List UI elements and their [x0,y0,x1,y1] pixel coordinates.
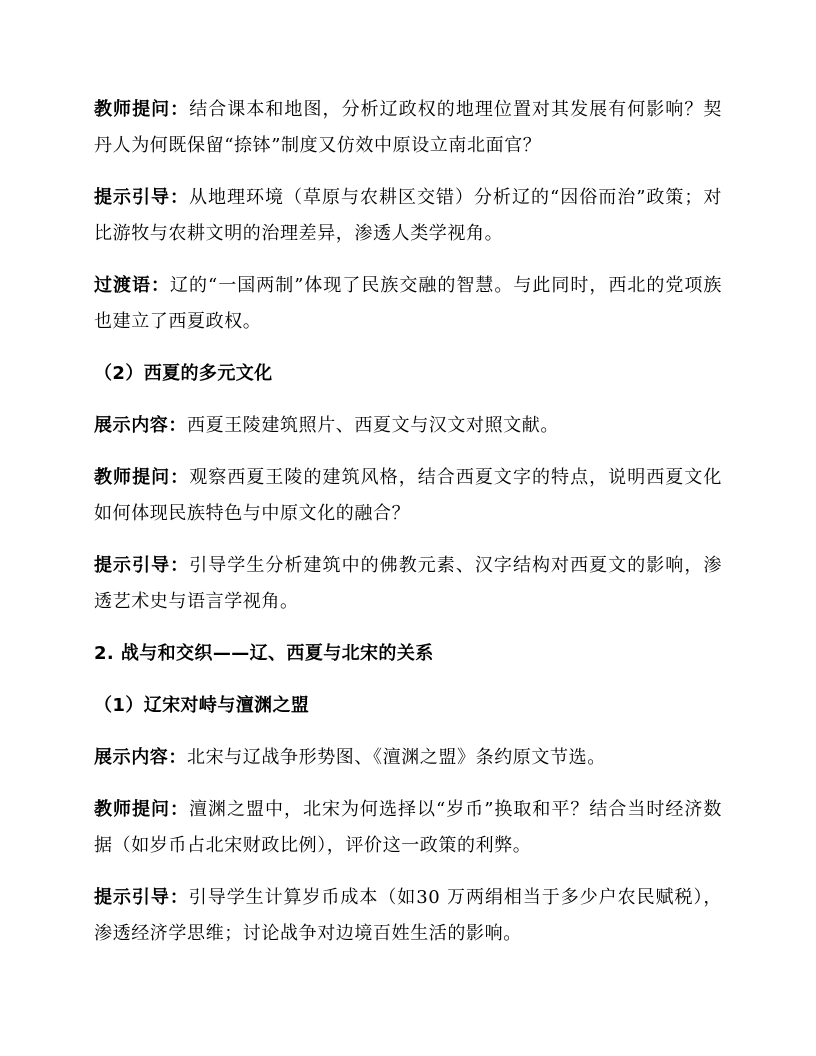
paragraph-label: 过渡语： [94,275,170,296]
hint-guide-paragraph [94,548,722,620]
paragraph-text: 引导学生计算岁币成本（如30 万两绢相当于多少户农民赋税），渗透经济学思维；讨论战争对边境百姓生活的影响。 [94,887,723,944]
paragraph-text: 结合课本和地图，分析辽政权的地理位置对其发展有何影响？契丹人为何既保留“捺钵”制度又仿效中原设立南北面官？ [94,99,722,156]
paragraph-text: 澶渊之盟中，北宋为何选择以“岁币”换取和平？结合当时经济数据（如岁币占北宋财政比例），评价这一政策的利弊。 [94,799,722,856]
paragraph-text: 引导学生分析建筑中的佛教元素、汉字结构对西夏文的影响，渗透艺术史与语言学视角。 [94,555,722,612]
paragraph-text: 从地理环境（草原与农耕区交错）分析辽的“因俗而治”政策；对比游牧与农耕文明的治理差异，渗透人类学视角。 [94,187,722,244]
paragraph-label: 提示引导： [94,555,190,576]
document-page [94,92,722,968]
paragraph-label: 提示引导： [94,887,189,908]
subheading-chanyuan-treaty: （1）辽宋对峙与澶渊之盟 [94,695,310,716]
paragraph-text: 观察西夏王陵的建筑风格，结合西夏文字的特点，说明西夏文化如何体现民族特色与中原文化的融合？ [94,467,722,524]
paragraph-text: 北宋与辽战争形势图、《澶渊之盟》条约原文节选。 [187,747,606,768]
paragraph-text: 西夏王陵建筑照片、西夏文与汉文对照文献。 [187,415,559,436]
subheading-xixia-culture: （2）西夏的多元文化 [94,363,273,384]
teacher-question-paragraph [94,792,722,864]
section-heading-war-and-peace: 2. 战与和交织——辽、西夏与北宋的关系 [94,643,434,664]
hint-guide-paragraph [94,880,722,952]
display-content-paragraph [94,408,722,444]
paragraph-label: 提示引导： [94,187,189,208]
paragraph-text: 辽的“一国两制”体现了民族交融的智慧。与此同时，西北的党项族也建立了西夏政权。 [94,275,722,332]
hint-guide-paragraph [94,180,722,252]
paragraph-label: 教师提问： [94,799,189,820]
teacher-question-paragraph [94,92,722,164]
paragraph-label: 教师提问： [94,467,190,488]
paragraph-label: 展示内容： [94,747,187,768]
paragraph-label: 展示内容： [94,415,187,436]
teacher-question-paragraph [94,460,722,532]
transition-paragraph [94,268,722,340]
display-content-paragraph [94,740,722,776]
paragraph-label: 教师提问： [94,99,190,120]
